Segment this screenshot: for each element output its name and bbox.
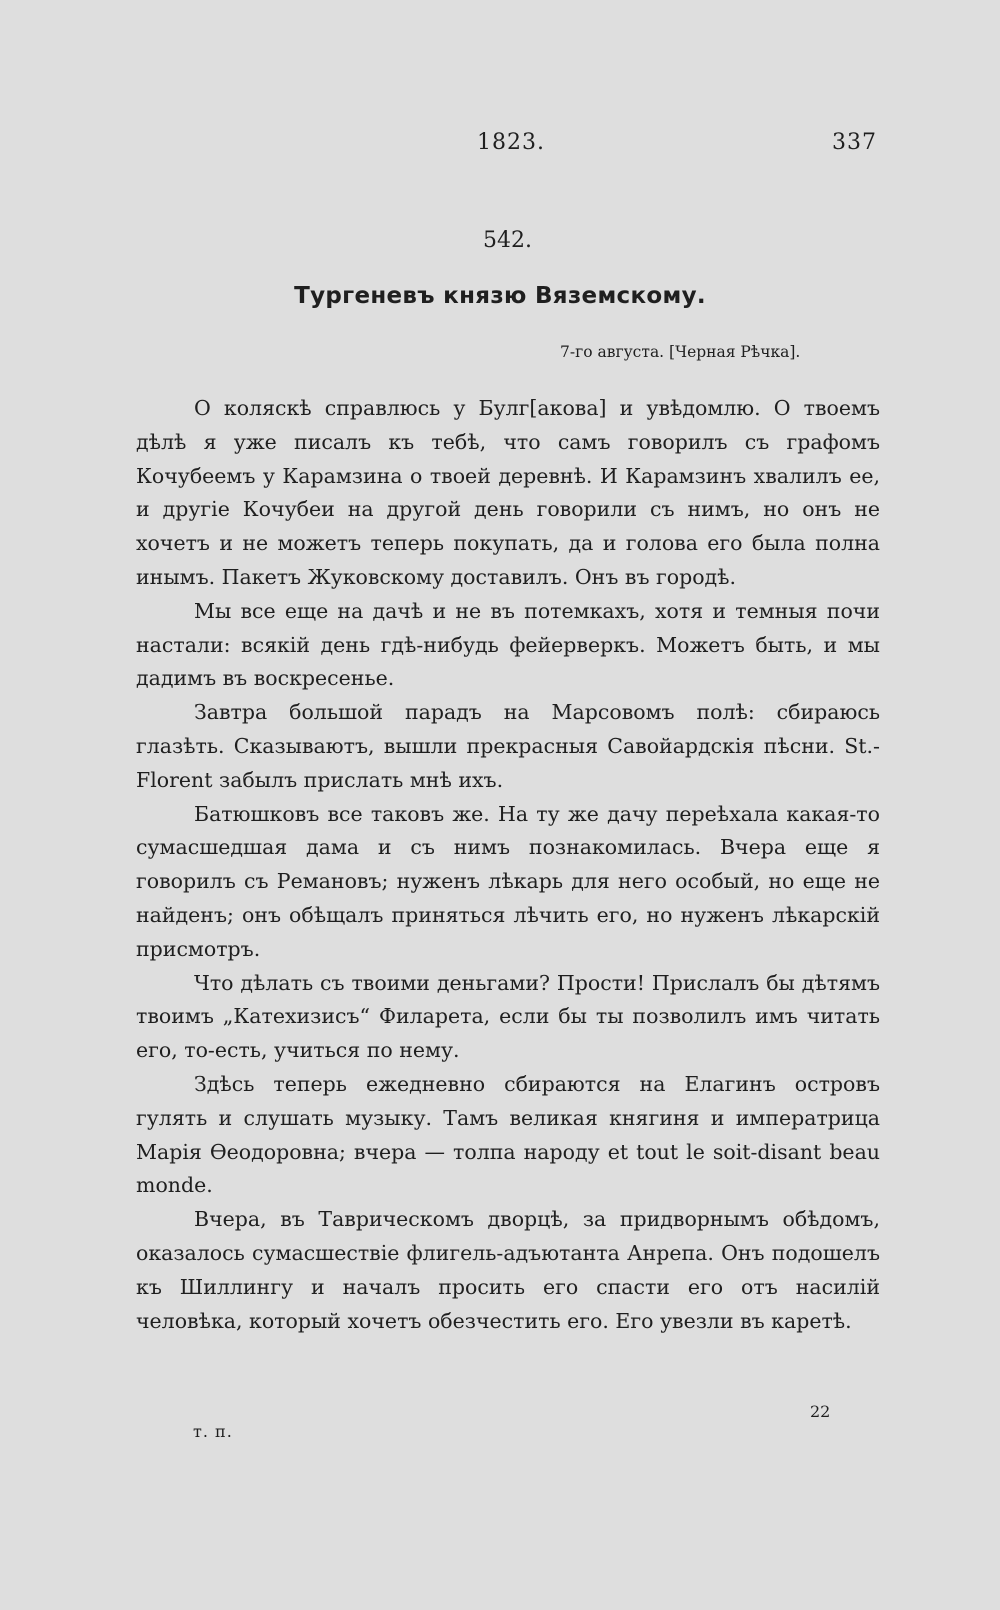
letter-title: Тургеневъ князю Вяземскому.	[294, 283, 706, 309]
letter-number: 542.	[483, 228, 532, 253]
paragraph: Батюшковъ все таковъ же. На ту же дачу переѣхала какая-то сумасшедшая дама и съ нимъ познакомилась. Вчера еще я говорилъ съ Ремановъ; нуженъ лѣкарь для него особый, но еще не найденъ; онъ обѣщалъ приняться лѣчить его, но нуженъ лѣкарскій присмотръ.	[136, 801, 880, 961]
letter-dateline: 7-го августа. [Черная Рѣчка].	[560, 343, 801, 361]
sheet-signature: 22	[810, 1402, 831, 1421]
paragraph: Вчера, въ Таврическомъ дворцѣ, за придворнымъ обѣдомъ, оказалось сумасшествіе флигель-адъютанта Анрепа. Онъ подошелъ къ Шиллингу и началъ просить его спасти его отъ насилій человѣка, который хочетъ обезчестить его. Его увезли въ каретѣ.	[136, 1207, 880, 1333]
paragraph: Завтра большой парадъ на Марсовомъ полѣ: сбираюсь глазѣть. Сказываютъ, вышли прекрасныя Савойардскія пѣсни. St.-Florent забылъ прислать мнѣ ихъ.	[136, 700, 880, 792]
letter-body	[136, 392, 880, 1338]
paragraph: Что дѣлать съ твоими деньгами? Прости! Прислалъ бы дѣтямъ твоимъ „Катехизисъ“ Филарета, если бы ты позволилъ имъ читать его, то-есть, учиться по нему.	[136, 970, 880, 1063]
volume-signature: т. п.	[193, 1422, 233, 1441]
page-number: 337	[832, 130, 877, 155]
running-head-year: 1823.	[477, 130, 545, 155]
paragraph: Здѣсь теперь ежедневно сбираются на Елагинъ островъ гулять и слушать музыку. Тамъ великая княгиня и императрица Марія Ѳеодоровна; вчера — толпа народу et tout le soit-disant beau monde.	[136, 1071, 880, 1198]
paragraph: О коляскѣ справлюсь у Булг[акова] и увѣдомлю. О твоемъ дѣлѣ я уже писалъ къ тебѣ, что самъ говорилъ съ графомъ Кочубеемъ у Карамзина о твоей деревнѣ. И Карамзинъ хвалилъ ее, и другіе Кочубеи на другой день говорили съ нимъ, но онъ не хочетъ и не можетъ теперь покупать, да и голова его была полна инымъ. Пакетъ Жуковскому доставилъ. Онъ въ городѣ.	[136, 396, 880, 589]
paragraph: Мы все еще на дачѣ и не въ потемкахъ, хотя и темныя почи настали: всякій день гдѣ-нибудь фейерверкъ. Можетъ быть, и мы дадимъ въ воскресенье.	[136, 598, 880, 691]
